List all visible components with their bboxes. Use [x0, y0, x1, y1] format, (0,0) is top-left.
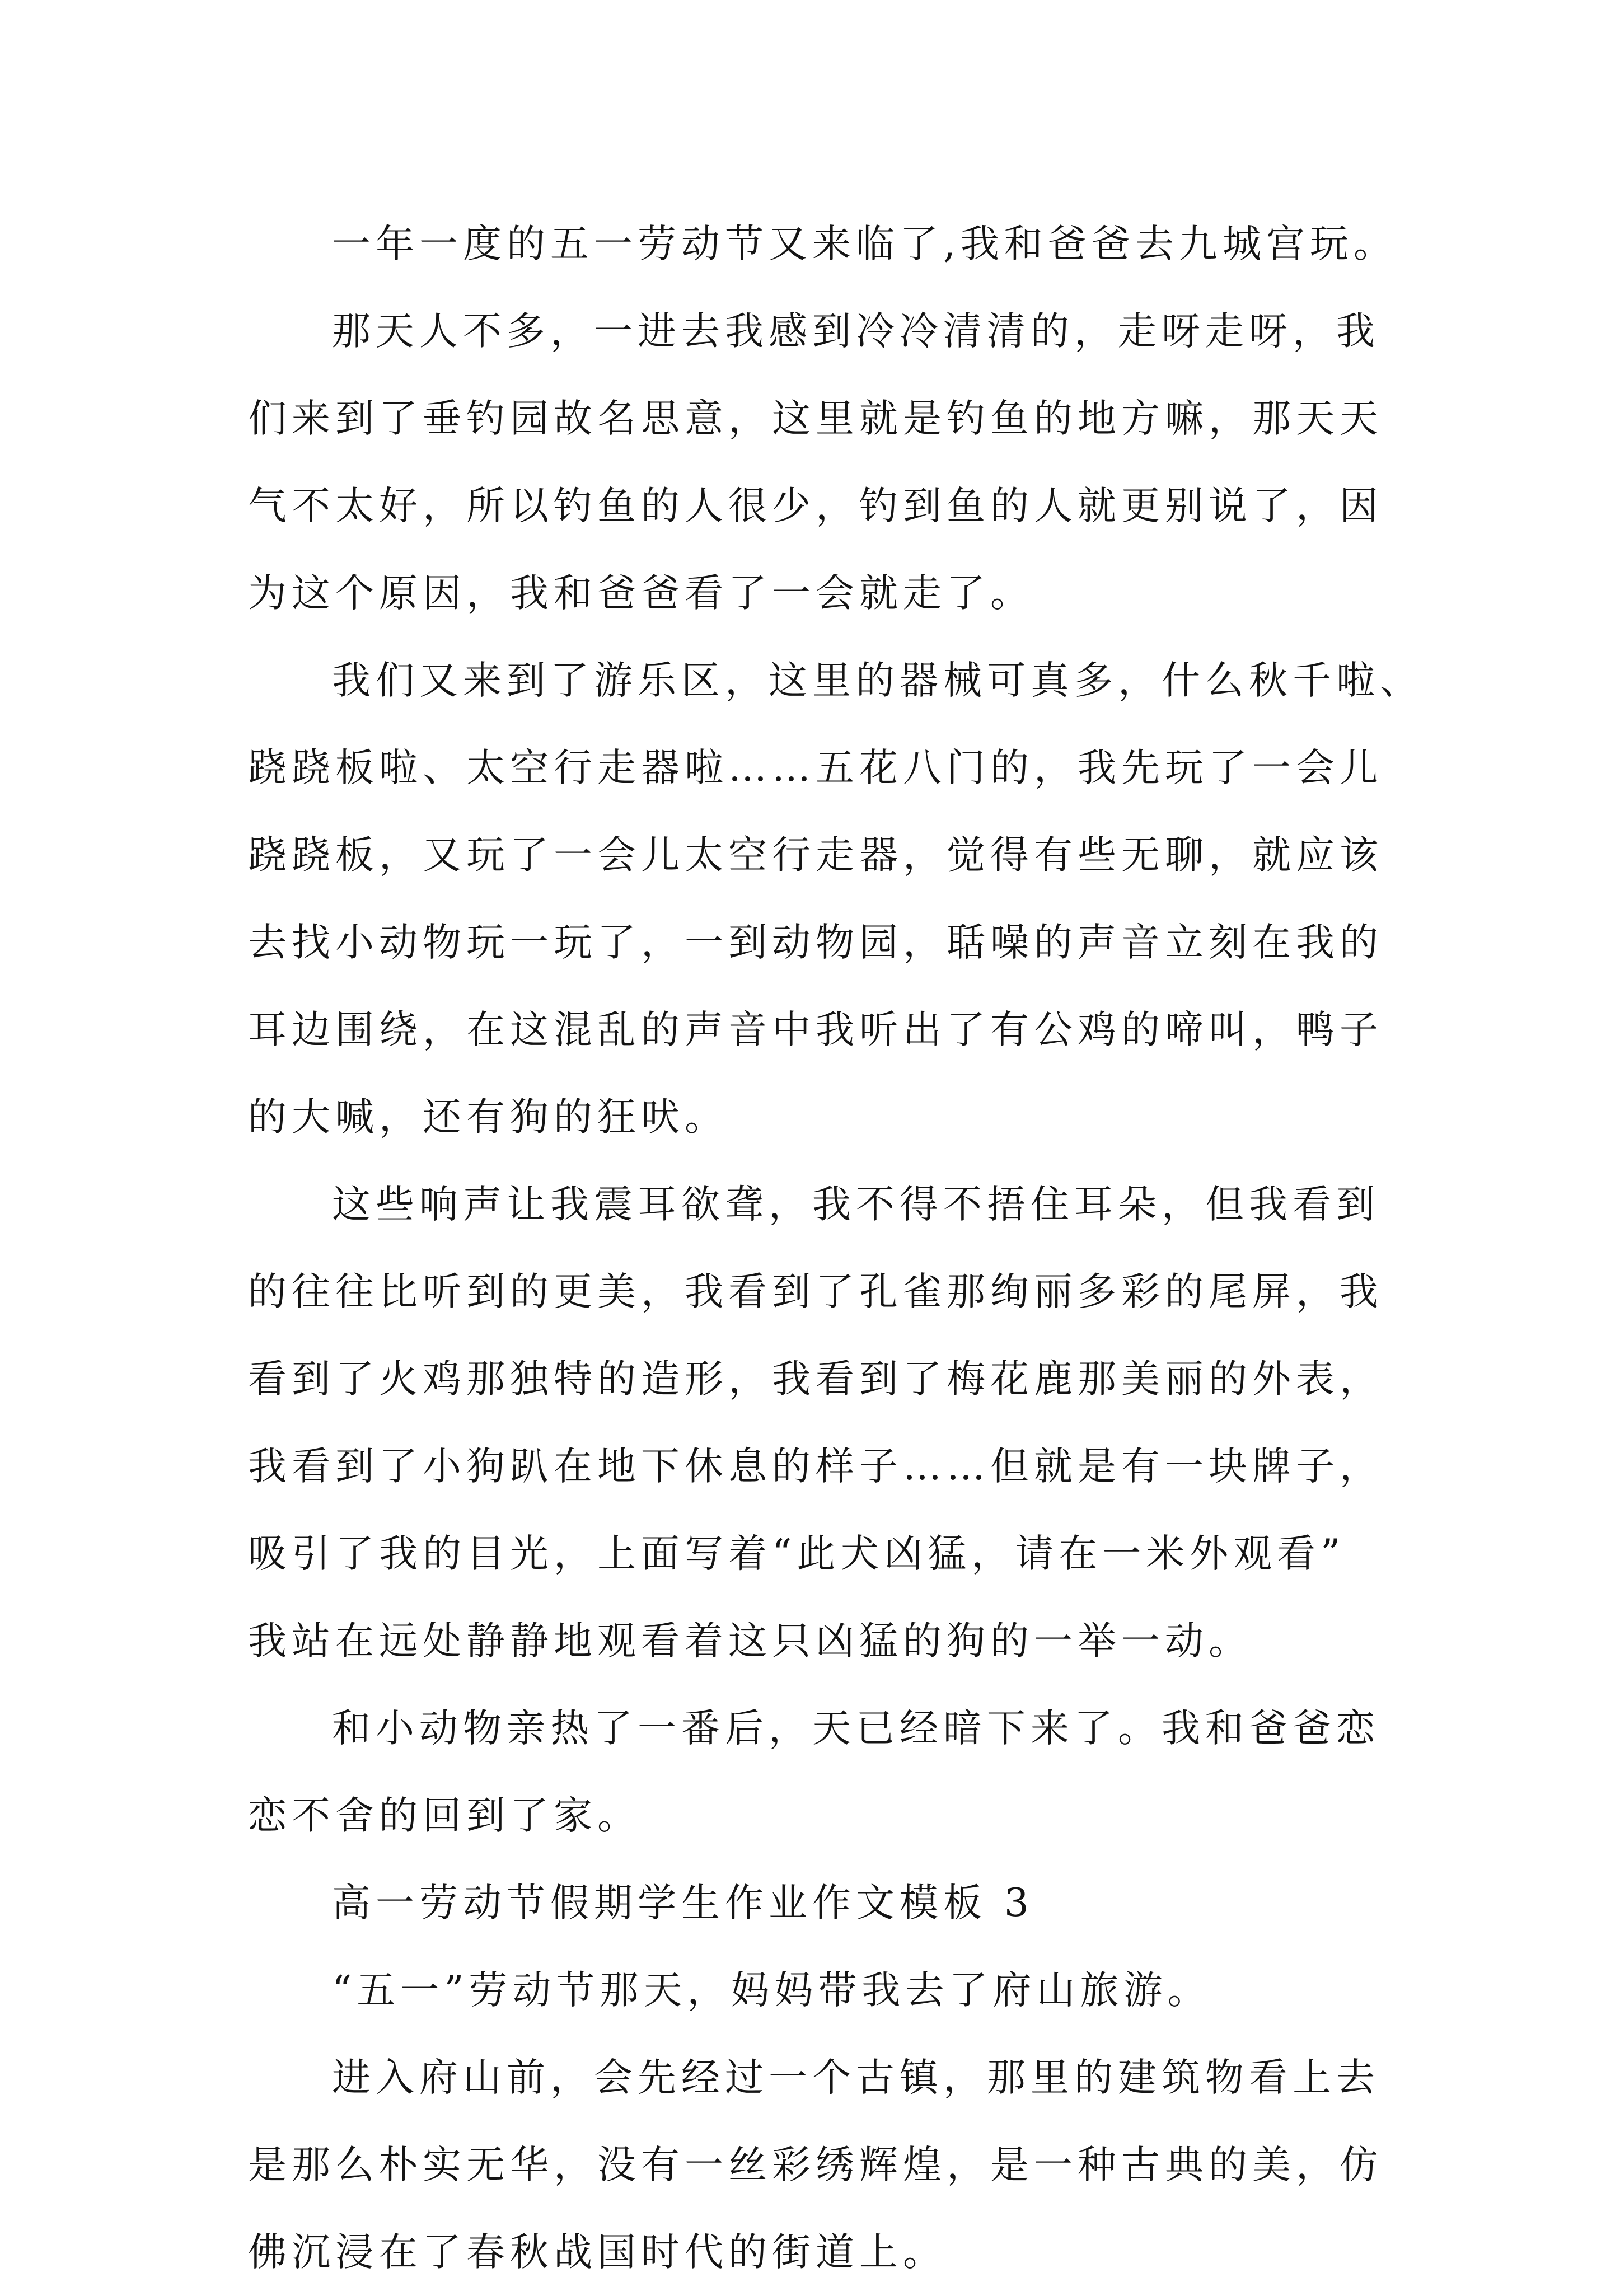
- text-line: 和小动物亲热了一番后，天已经暗下来了。我和爸爸恋: [332, 1706, 1380, 1751]
- text-line: 跷跷板，又玩了一会儿太空行走器，觉得有些无聊，就应该: [248, 833, 1383, 878]
- text-line: 进入府山前，会先经过一个古镇，那里的建筑物看上去: [332, 2055, 1380, 2100]
- text-line: 耳边围绕，在这混乱的声音中我听出了有公鸡的啼叫，鸭子: [248, 1008, 1383, 1052]
- text-line: 为这个原因，我和爸爸看了一会就走了。: [248, 571, 1034, 616]
- text-line: 吸引了我的目光，上面写着“此犬凶猛，请在一米外观看”: [248, 1531, 1346, 1576]
- text-line: 我看到了小狗趴在地下休息的样子……但就是有一块牌子，: [248, 1444, 1383, 1489]
- text-line: 那天人不多，一进去我感到冷冷清清的，走呀走呀，我: [332, 309, 1380, 354]
- text-line: 是那么朴实无华，没有一丝彩绣辉煌，是一种古典的美，仿: [248, 2143, 1383, 2187]
- text-line: 我站在远处静静地观看着这只凶猛的狗的一举一动。: [248, 1619, 1252, 1664]
- text-line: 恋不舍的回到了家。: [248, 1793, 641, 1838]
- text-line: 佛沉浸在了春秋战国时代的街道上。: [248, 2230, 947, 2275]
- text-line: 们来到了垂钓园故名思意，这里就是钓鱼的地方嘛，那天天: [248, 396, 1383, 441]
- text-line: 跷跷板啦、太空行走器啦……五花八门的，我先玩了一会儿: [248, 746, 1383, 790]
- text-line: 去找小动物玩一玩了，一到动物园，聒噪的声音立刻在我的: [248, 920, 1383, 965]
- text-line: 一年一度的五一劳动节又来临了,我和爸爸去九城宫玩。: [332, 222, 1397, 266]
- essay-body: [248, 200, 1424, 2296]
- text-line: 我们又来到了游乐区，这里的器械可真多，什么秋千啦、: [332, 658, 1424, 703]
- text-line: 看到了火鸡那独特的造形，我看到了梅花鹿那美丽的外表，: [248, 1357, 1383, 1402]
- text-line: “五一”劳动节那天，妈妈带我去了府山旅游。: [332, 1968, 1211, 2013]
- text-line: 这些响声让我震耳欲聋，我不得不捂住耳朵，但我看到: [332, 1182, 1380, 1227]
- text-line: 气不太好，所以钓鱼的人很少，钓到鱼的人就更别说了，因: [248, 484, 1383, 528]
- section-heading: 高一劳动节假期学生作业作文模板 3: [332, 1881, 1034, 1925]
- text-line: 的往往比听到的更美，我看到了孔雀那绚丽多彩的尾屏，我: [248, 1269, 1383, 1314]
- text-line: 的大喊，还有狗的狂吠。: [248, 1095, 728, 1140]
